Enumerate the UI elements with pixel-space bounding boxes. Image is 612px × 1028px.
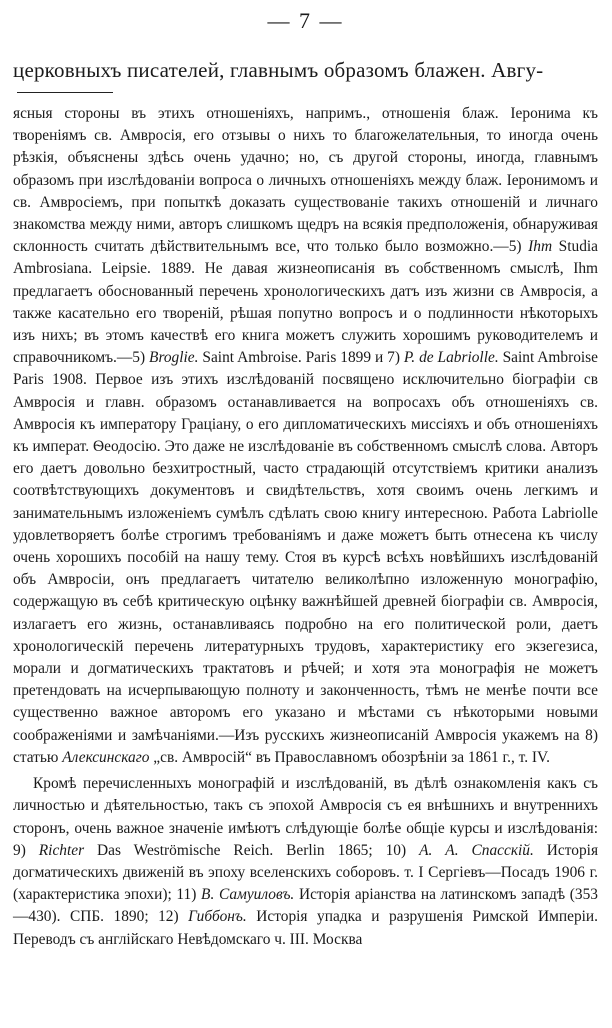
author-reference-gibbon: Гиббонъ. — [188, 908, 247, 926]
author-reference-broglie: Broglie. — [149, 349, 199, 367]
author-reference-spassky: А. А. Спасскій. — [419, 841, 534, 859]
text-run: Saint Ambroise. Paris 1899 и 7) — [198, 349, 404, 367]
text-run: Saint Ambroise Paris 1908. Первое изъ этихъ изслѣдованій посвящено исключительно біографіи св Амвросія и главн. образомъ останавливается на вопросахъ объ отношеніяхъ св. Амвросія къ императору Граціану, о его дипломатическихъ миссіяхъ и объ отношеніяхъ къ императ. Ѳеодосію. Это даже не изслѣдованіе въ собственномъ смыслѣ слова. Авторъ его даетъ довольно безхитростный, часто страдающій отсутствіемъ критики анализъ соотвѣтствующихъ документовъ и свидѣтельствъ, хотя своимъ очень легкимъ и занимательнымъ изложеніемъ сумѣлъ сдѣлать свою книгу интересною. Работа Labriolle удовлетворяетъ болѣе строгимъ требованіямъ и даже можетъ быть отнесена къ числу очень хорошихъ пособій на нашу тему. Стоя въ курсѣ всѣхъ новѣйшихъ изслѣдованій объ Амвросіи, онъ предлагаетъ читателю великолѣпно изложенную монографію, содержащую въ себѣ критическую оцѣнку важнѣйшей древней біографіи св. Амвросія, излагаетъ его жизнь, останавливаясь подробно на его политической роли, даетъ хронологическій перечень литературныхъ трудовъ, характеристику его экзегезиса, морали и догматическихъ трактатовъ и рѣчей; и хотя эта монографія не можетъ претендовать на исчерпывающую полноту и законченность, тѣмъ не менѣе почти все существенно важное авторомъ его указано и мѣстами съ нѣкоторыми новыми соображеніями и замѣчаніями.—Изъ русскихъ жизнеописаній Амвросія укажемъ на 8) статью — [13, 349, 598, 766]
text-run: Исторія упадка и разрушенія Римской Имперіи. Переводъ съ англійскаго Невѣдомскаго ч. III. Москва — [13, 908, 599, 948]
main-text-line: церковныхъ писателей, главнымъ образомъ блажен. Авгу- — [13, 58, 544, 82]
footnote-divider — [17, 92, 113, 93]
author-reference-richter: Richter — [38, 841, 85, 859]
text-run: Studia Ambrosiana. Leipsie. 1889. Не давая жизнеописанія въ собственномъ смыслѣ, Ihm предлагаетъ обоснованный перечень хронологическихъ датъ изъ жизни св Амвросія, а также касательно его твореній, рѣшая попутно вопросъ и о подлинности нѣкоторыхъ изъ нихъ; въ этомъ качествѣ его книга можетъ служить хорошимъ руководителемъ и справочникомъ.—5) — [13, 238, 598, 367]
text-run: Исторія догматическихъ движеній въ эпоху вселенскихъ соборовъ. т. I Сергіевъ—Посадъ 1906 г. (характеристика эпохи); 11) — [13, 841, 599, 904]
footnote-paragraph-1 — [13, 103, 598, 769]
author-reference-ihm: Ihm — [528, 238, 553, 256]
footnote-block — [13, 103, 598, 951]
text-run: Das Weströmische Reich. Berlin 1865; 10) — [84, 841, 420, 859]
text-run: „св. Амвросій“ въ Православномъ обозрѣніи за 1861 г., т. IV. — [149, 748, 551, 766]
page-number: — 7 — — [267, 8, 344, 33]
text-run: Исторія аріанства на латинскомъ западѣ (353—430). СПБ. 1890; 12) — [13, 886, 599, 926]
footnote-paragraph-2 — [13, 773, 598, 951]
author-reference-aleksinsky: Алексинскаго — [62, 748, 150, 766]
author-reference-labriolle: P. de Labriolle. — [403, 349, 499, 367]
text-run: ясныя стороны въ этихъ отношеніяхъ, напримъ., отношенія блаж. Іеронима къ твореніямъ св. Амвросія, его отзывы о нихъ то благожелательныя, то иногда очень рѣзкія, объяснены здѣсь очень удачно; но, съ другой стороны, иногда, главнымъ образомъ при изслѣдованіи вопроса о личныхъ отношеніяхъ между блаж. Іеронимомъ и св. Амвросіемъ, при попыткѣ доказать существованіе такихъ отношеній и личнаго знакомства между ними, авторъ слишкомъ щедръ на всякія предположенія, обнаруживая склонность считать дѣйствительнымъ все, что только было возможно.—5) — [13, 105, 598, 256]
author-reference-samuilov: В. Самуиловъ. — [201, 886, 295, 904]
text-run: Кромѣ перечисленныхъ монографій и изслѣдованій, въ дѣлѣ ознакомленія какъ съ личностью и дѣятельностью, такъ съ эпохой Амвросія съ ея внѣшнихъ и внутреннихъ сторонъ, очень важное значеніе имѣютъ слѣдующіе болѣе общіе курсы и изслѣдованія: 9) — [13, 775, 598, 859]
